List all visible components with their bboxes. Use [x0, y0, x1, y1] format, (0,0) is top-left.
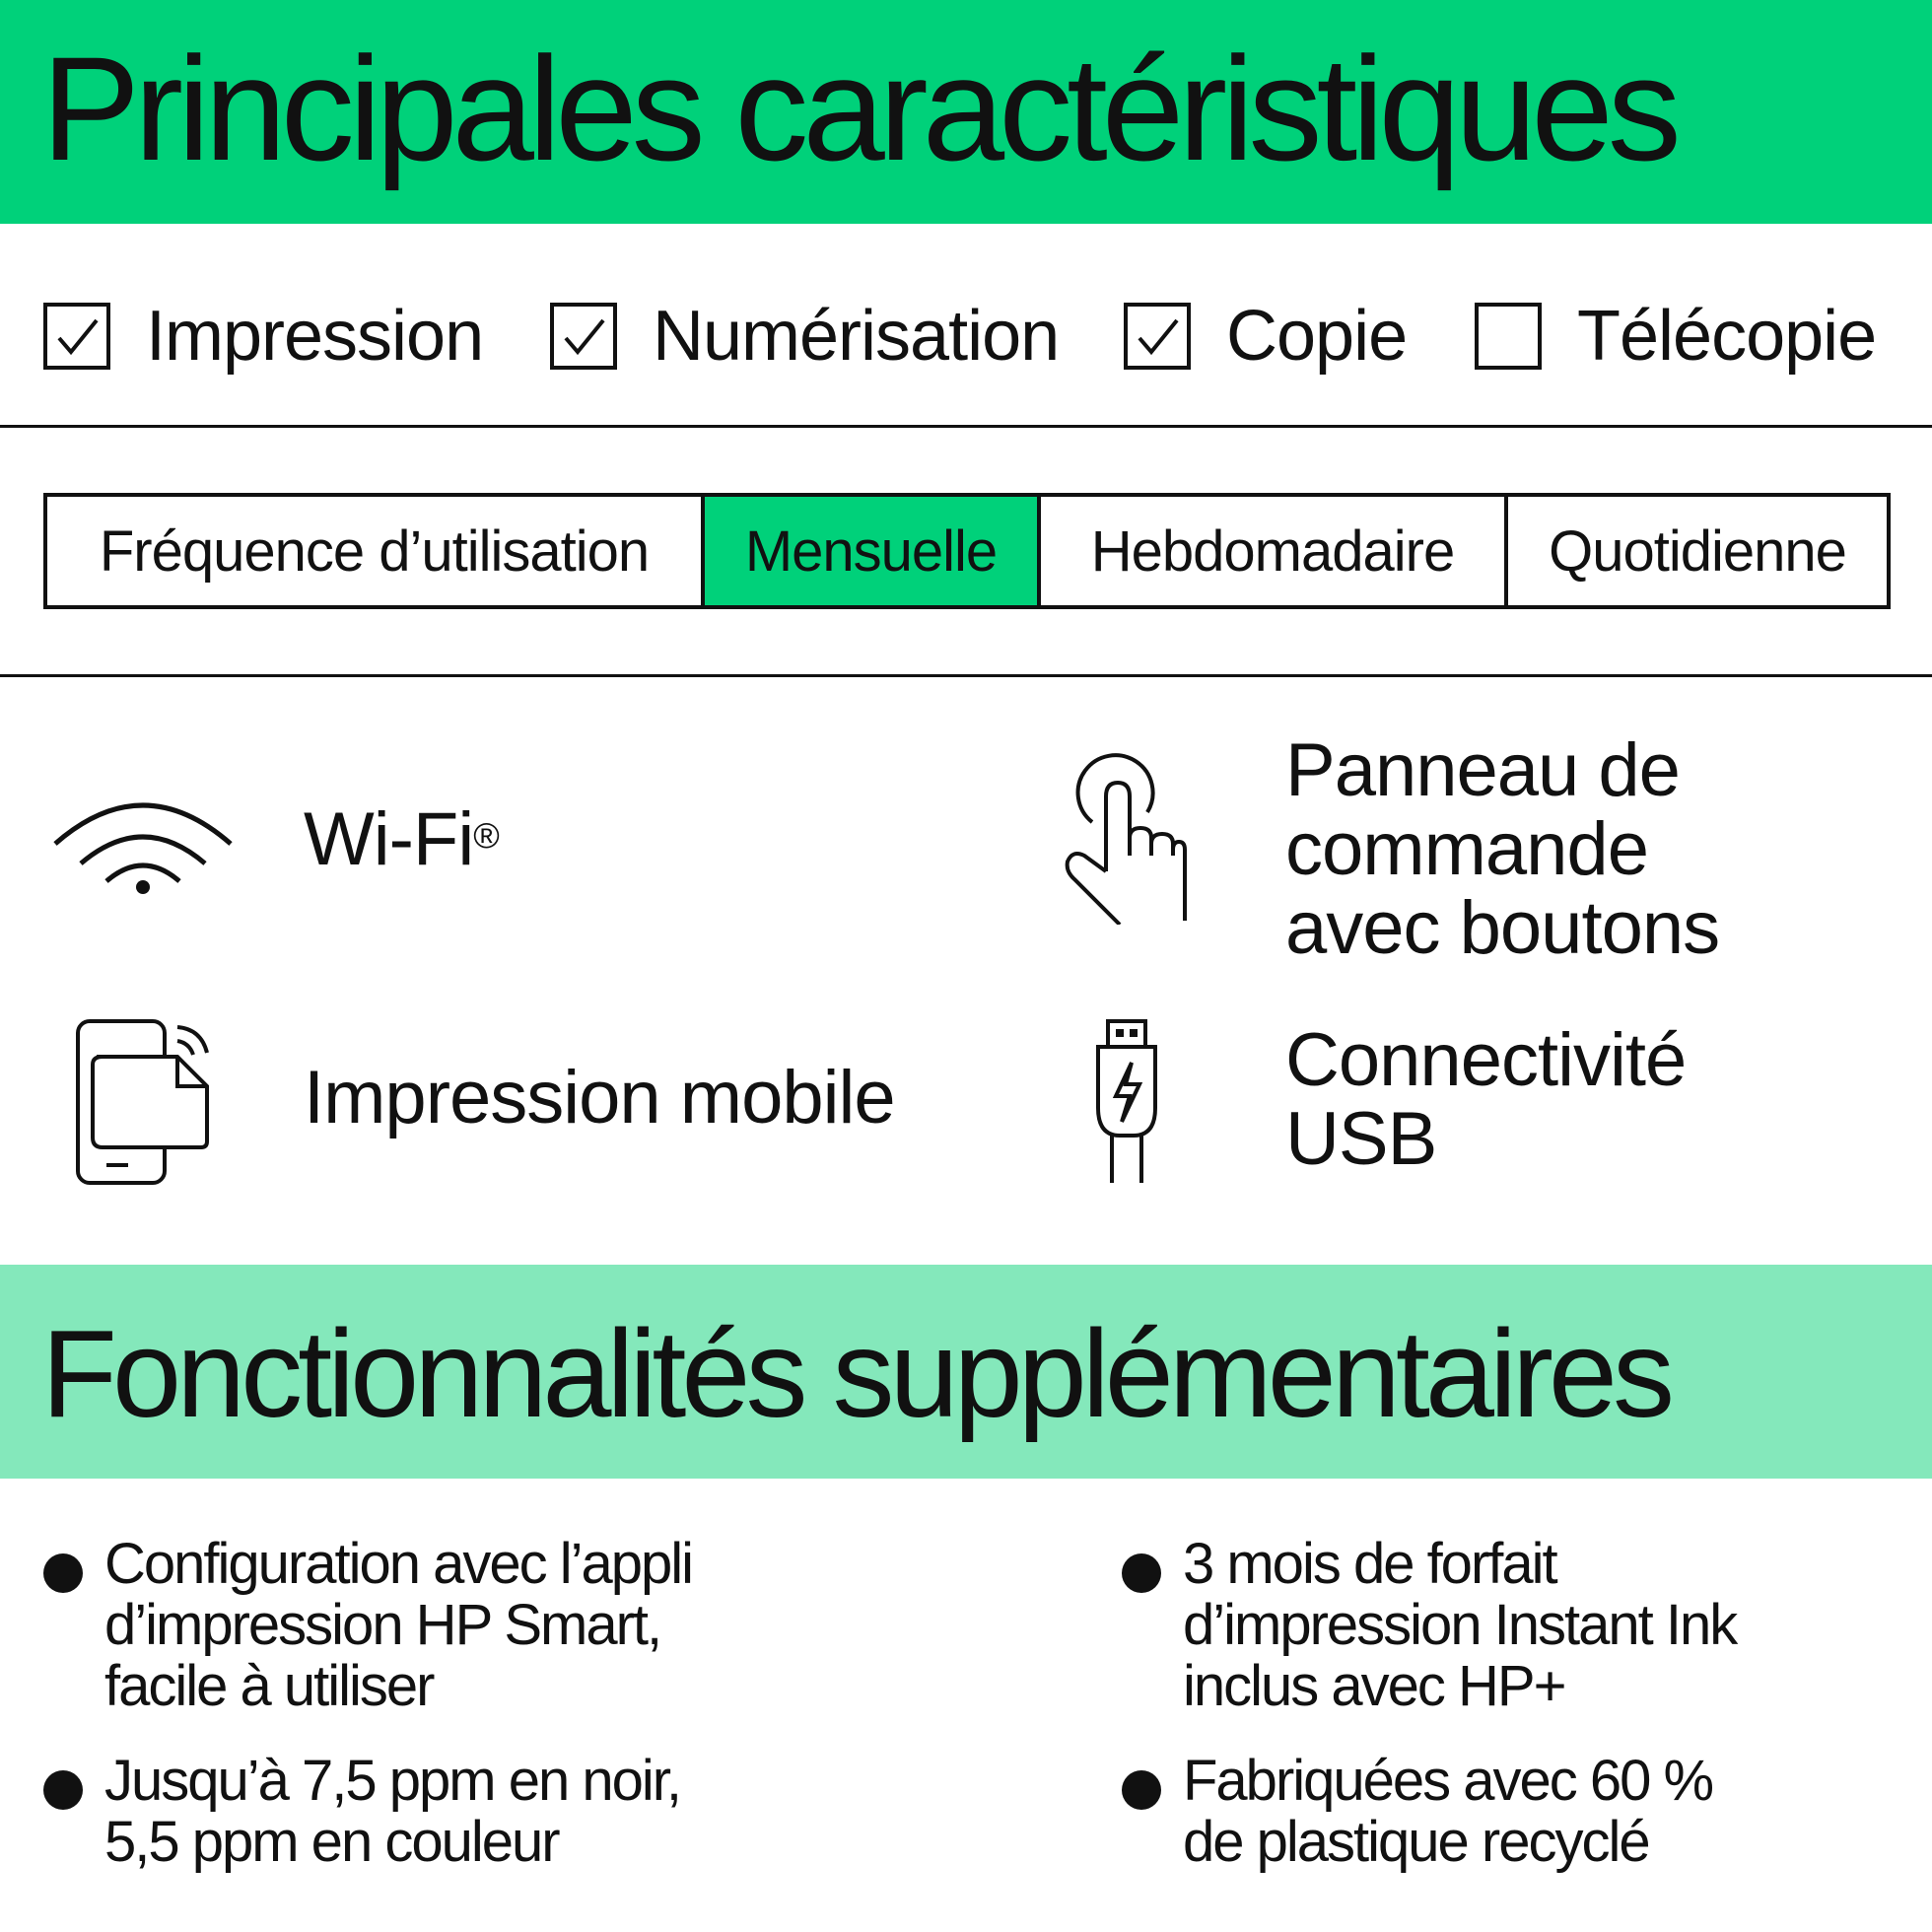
header-banner	[0, 0, 1932, 224]
page-title: Principales caractéristiques	[41, 26, 1676, 191]
feature-panel-label: Panneau de commande avec boutons	[1285, 728, 1720, 970]
checkbox-checked-icon	[550, 303, 617, 370]
function-label: Copie	[1226, 296, 1408, 376]
function-telecopie	[1475, 224, 1876, 448]
bullet-icon	[1122, 1553, 1161, 1593]
checkbox-unchecked-icon	[1475, 303, 1542, 370]
bullet-icon	[43, 1770, 83, 1810]
touch-hand-icon	[1063, 753, 1189, 925]
additional-title: Fonctionnalités supplémentaires	[41, 1304, 1671, 1443]
checkbox-checked-icon	[1124, 303, 1191, 370]
list-item: Fabriquées avec 60 % de plastique recyclé	[1122, 1751, 1712, 1873]
checkbox-checked-icon	[43, 303, 110, 370]
divider	[0, 425, 1932, 428]
function-copie	[1124, 224, 1407, 448]
function-label: Télécopie	[1577, 296, 1877, 376]
mobile-print-icon	[75, 1019, 213, 1185]
additional-banner	[0, 1265, 1932, 1479]
function-impression	[43, 224, 483, 448]
function-label: Numérisation	[653, 296, 1060, 376]
function-numerisation	[550, 224, 1059, 448]
usb-icon	[1094, 1019, 1159, 1185]
function-label: Impression	[146, 296, 484, 376]
list-item: Configuration avec l’appli d’impression HP Smart, facile à utiliser	[43, 1534, 692, 1717]
list-item: 3 mois de forfait d’impression Instant Ink inclus avec HP+	[1122, 1534, 1736, 1717]
registered-mark: ®	[473, 815, 499, 856]
bullet-icon	[1122, 1770, 1161, 1810]
frequency-table	[43, 493, 1891, 609]
frequency-option-mensuelle: Mensuelle	[701, 497, 1037, 605]
feature-wifi-label: Wi-Fi®	[304, 797, 499, 881]
frequency-option-quotidienne: Quotidienne	[1504, 497, 1887, 605]
frequency-label: Fréquence d’utilisation	[99, 518, 650, 584]
feature-usb-label: Connectivité USB	[1285, 1018, 1687, 1181]
list-item: Jusqu’à 7,5 ppm en noir, 5,5 ppm en couleur	[43, 1751, 680, 1873]
feature-mobile-label: Impression mobile	[304, 1056, 895, 1139]
bullet-icon	[43, 1553, 83, 1593]
divider	[0, 674, 1932, 677]
wifi-icon	[51, 789, 235, 897]
frequency-option-hebdomadaire: Hebdomadaire	[1037, 497, 1504, 605]
